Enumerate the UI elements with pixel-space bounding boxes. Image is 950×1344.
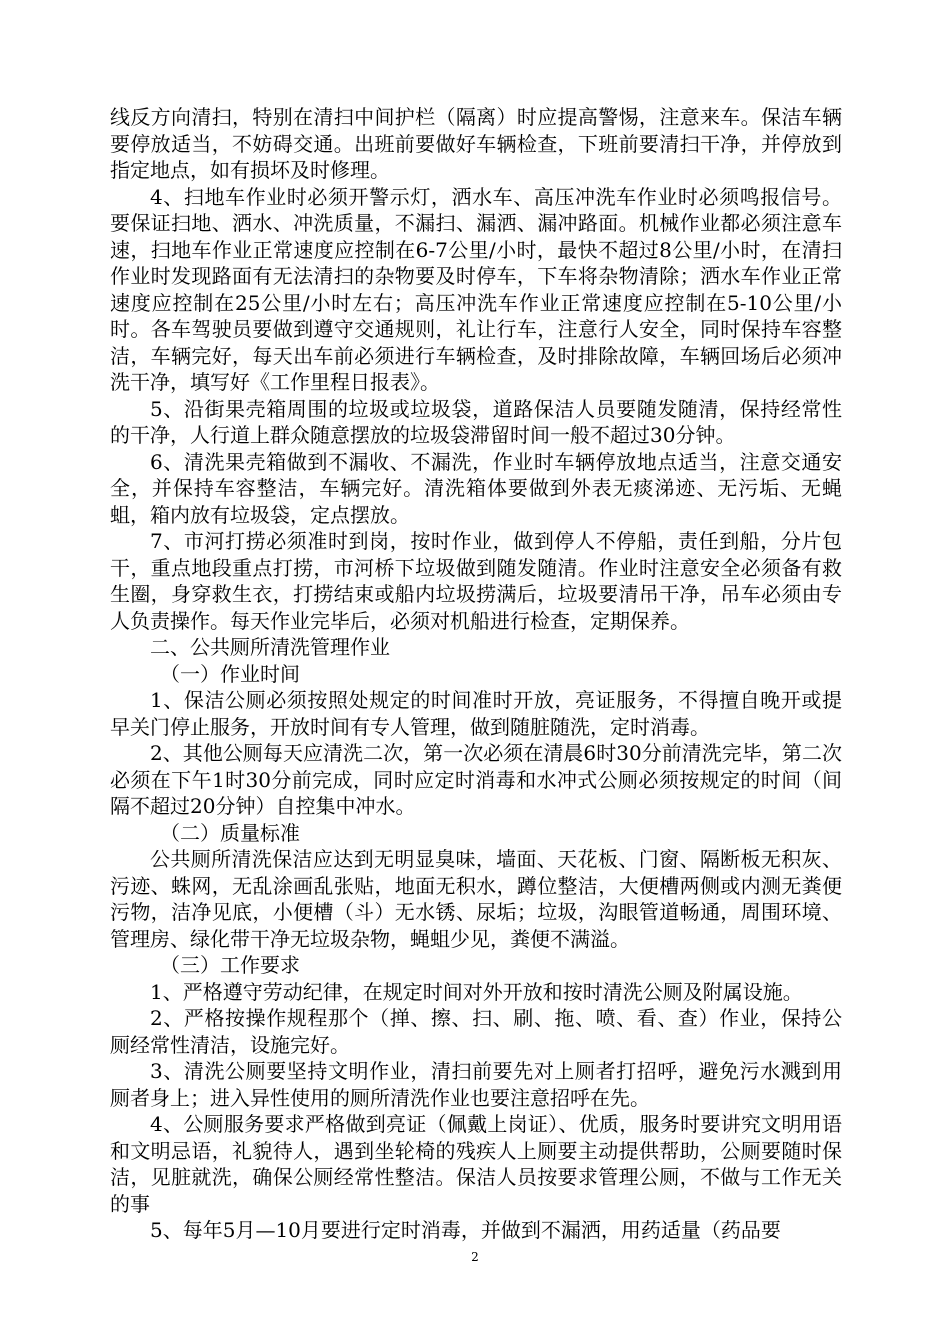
paragraph: 5、沿街果壳箱周围的垃圾或垃圾袋，道路保洁人员要随发随清，保持经常性的干净，人行道上群众随意摆放的垃圾袋滞留时间一般不超过30分钟。	[110, 396, 842, 447]
page-number: 2	[471, 1250, 479, 1264]
paragraph: 5、每年5月—10月要进行定时消毒，并做到不漏洒，用药适量（药品要	[150, 1218, 781, 1242]
paragraph: 4、扫地车作业时必须开警示灯，洒水车、高压冲洗车作业时必须鸣报信号。要保证扫地、洒水、冲洗质量，不漏扫、漏洒、漏冲路面。机械作业都必须注意车速，扫地车作业正常速度应控制在6-7公里/小时，最快不超过8公里/小时，在清扫作业时发现路面有无法清扫的杂物要及时停车，下车将杂物清除；洒水车作业正常速度应控制在25公里/小时左右；高压冲洗车作业正常速度应控制在5-10公里/小时。各车驾驶员要做到遵守交通规则，礼让行车，注意行人安全，同时保持车容整洁，车辆完好，每天出车前必须进行车辆检查，及时排除故障，车辆回场后必须冲洗干净，填写好《工作里程日报表》。	[110, 184, 842, 394]
paragraph: 公共厕所清洗保洁应达到无明显臭味，墙面、天花板、门窗、隔断板无积灰、污迹、蛛网，无乱涂画乱张贴，地面无积水，蹲位整洁，大便槽两侧或内测无粪便污物，洁净见底，小便槽（斗）无水锈、尿垢；垃圾，沟眼管道畅通，周围环境、管理房、绿化带干净无垃圾杂物，蝇蛆少见，粪便不满溢。	[110, 847, 842, 951]
section-heading: 二、公共厕所清洗管理作业	[150, 635, 390, 659]
paragraph: 7、市河打捞必须准时到岗，按时作业，做到停人不停船，责任到船，分片包干，重点地段重点打捞，市河桥下垃圾做到随发随清。作业时注意安全必须备有救生圈，身穿救生衣，打捞结束或船内垃圾捞满后，垃圾要清吊干净，吊车必须由专人负责操作。每天作业完毕后，必须对机船进行检查，定期保养。	[110, 529, 842, 633]
paragraph: 6、清洗果壳箱做到不漏收、不漏洗，作业时车辆停放地点适当，注意交通安全，并保持车容整洁，车辆完好。清洗箱体要做到外表无痰涕迹、无污垢、无蝇蛆，箱内放有垃圾袋，定点摆放。	[110, 449, 842, 527]
paragraph: 线反方向清扫，特别在清扫中间护栏（隔离）时应提高警惕，注意来车。保洁车辆要停放适当，不妨碍交通。出班前要做好车辆检查，下班前要清扫干净，并停放到指定地点，如有损坏及时修理。	[110, 105, 842, 182]
paragraph: 2、其他公厕每天应清洗二次，第一次必须在清晨6时30分前清洗完毕，第二次必须在下午1时30分前完成，同时应定时消毒和水冲式公厕必须按规定的时间（间隔不超过20分钟）自控集中冲水。	[110, 741, 842, 818]
paragraph: 1、保洁公厕必须按照处规定的时间准时开放，亮证服务，不得擅自晚开或提早关门停止服务，开放时间有专人管理，做到随脏随洗，定时消毒。	[110, 688, 842, 739]
subsection-heading: （二）质量标准	[160, 820, 300, 845]
paragraph: 1、严格遵守劳动纪律，在规定时间对外开放和按时清洗公厕及附属设施。	[150, 979, 803, 1004]
subsection-heading: （一）作业时间	[160, 661, 300, 686]
document-body	[110, 104, 842, 1244]
paragraph: 3、清洗公厕要坚持文明作业，清扫前要先对上厕者打招呼，避免污水溅到用厕者身上；进入异性使用的厕所清洗作业也要注意招呼在先。	[110, 1059, 842, 1110]
subsection-heading: （三）工作要求	[160, 953, 300, 977]
paragraph: 4、公厕服务要求严格做到亮证（佩戴上岗证）、优质，服务时要讲究文明用语和文明忌语，礼貌待人，遇到坐轮椅的残疾人上厕要主动提供帮助，公厕要随时保洁，见脏就洗，确保公厕经常性整洁。保洁人员按要求管理公厕，不做与工作无关的事	[110, 1112, 842, 1216]
paragraph: 2、严格按操作规程那个（掸、擦、扫、刷、拖、喷、看、查）作业，保持公厕经常性清洁，设施完好。	[110, 1006, 842, 1057]
